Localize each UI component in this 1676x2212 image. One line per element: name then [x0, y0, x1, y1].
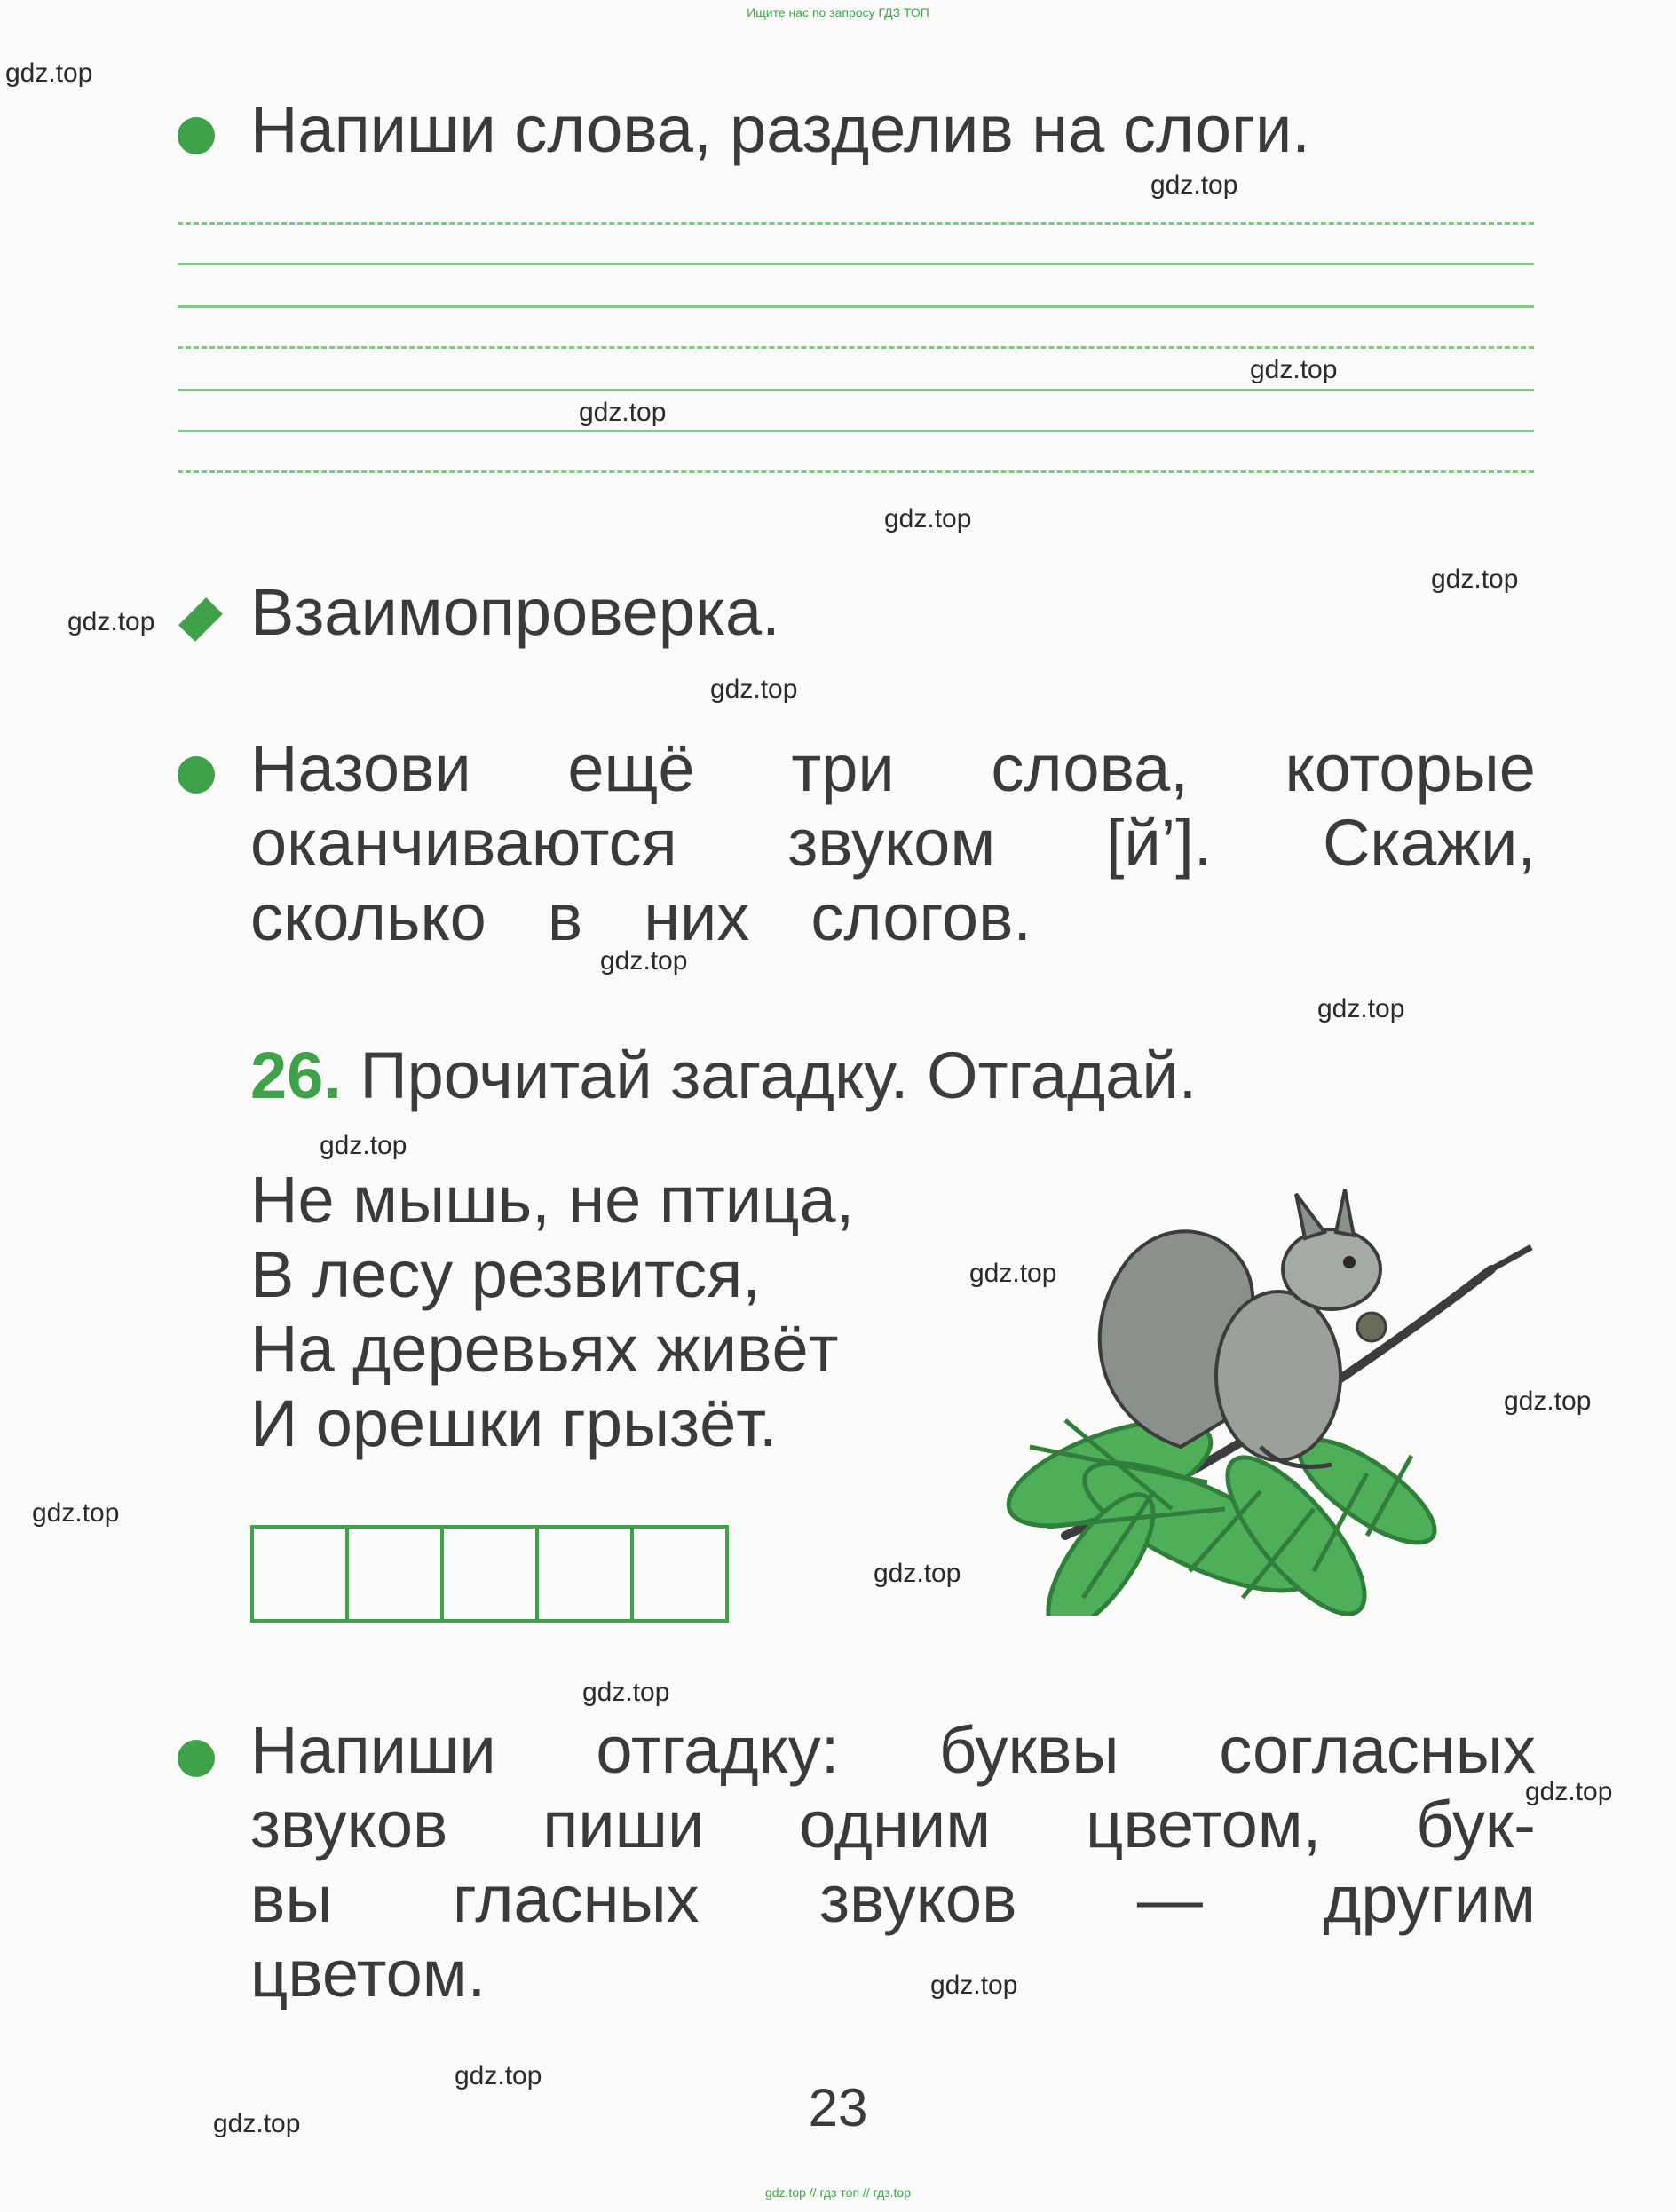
watermark: gdz.top	[874, 1559, 961, 1588]
riddle-line: В лесу резвится,	[250, 1237, 761, 1311]
bottom-banner: gdz.top // гдз топ // гдз.top	[764, 2185, 912, 2200]
writing-line-dashed	[178, 470, 1534, 473]
task-write-syllables: Напиши слова, разделив на слоги.	[250, 92, 1310, 166]
exercise-26-heading	[250, 1039, 1197, 1113]
writing-line-solid	[178, 389, 1534, 391]
watermark: gdz.top	[1504, 1386, 1592, 1416]
green-diamond-icon	[178, 597, 223, 642]
task-write-answer	[250, 1713, 1536, 2011]
top-banner: Ищите нас по запросу ГДЗ ТОП	[747, 5, 929, 20]
branch-tip	[1491, 1247, 1531, 1269]
text-line: оканчиваются звуком [й’]. Скажи,	[250, 806, 1536, 880]
riddle-line: И орешки грызёт.	[250, 1386, 778, 1460]
writing-line-solid	[178, 430, 1534, 432]
text-line: сколько в них слогов.	[250, 881, 1032, 954]
riddle-line: На деревьях живёт	[250, 1312, 839, 1386]
text-line: Назови ещё три слова, которые	[250, 731, 1536, 805]
text-line: Напиши отгадку: буквы согласных	[250, 1713, 1536, 1787]
squirrel-eye	[1343, 1256, 1356, 1268]
writing-line-dashed	[178, 346, 1534, 349]
watermark: gdz.top	[455, 2061, 542, 2090]
watermark: gdz.top	[1317, 994, 1405, 1023]
squirrel-illustration	[994, 1154, 1545, 1616]
watermark: gdz.top	[1150, 170, 1238, 200]
text-line: цветом.	[250, 1937, 486, 2011]
watermark: gdz.top	[579, 398, 667, 427]
writing-line-solid	[178, 263, 1534, 265]
answer-boxes[interactable]	[250, 1525, 729, 1623]
green-dot-icon	[178, 756, 215, 794]
task-peer-check: Взаимопроверка.	[250, 575, 780, 649]
nut	[1357, 1313, 1386, 1341]
watermark: gdz.top	[1250, 355, 1338, 384]
squirrel-body	[1216, 1292, 1340, 1460]
text-line: звуков пиши одним цветом, бук-	[250, 1788, 1536, 1861]
riddle-line: Не мышь, не птица,	[250, 1163, 855, 1236]
exercise-number: 26.	[250, 1039, 342, 1112]
watermark: gdz.top	[1525, 1777, 1613, 1806]
exercise-title: Прочитай загадку. Отгадай.	[360, 1039, 1198, 1112]
watermark: gdz.top	[582, 1678, 670, 1707]
text-line: вы гласных звуков — другим	[250, 1862, 1536, 1936]
writing-line-solid	[178, 305, 1534, 308]
watermark: gdz.top	[1431, 565, 1519, 594]
task-name-words	[250, 731, 1536, 955]
squirrel-head	[1283, 1229, 1380, 1309]
letter-box[interactable]	[535, 1525, 634, 1623]
watermark: gdz.top	[930, 1971, 1018, 2000]
green-dot-icon	[178, 117, 215, 154]
watermark: gdz.top	[213, 2109, 301, 2138]
watermark: gdz.top	[67, 607, 155, 636]
writing-line-dashed	[178, 222, 1534, 225]
watermark: gdz.top	[884, 504, 972, 533]
watermark: gdz.top	[32, 1498, 120, 1528]
watermark: gdz.top	[969, 1259, 1057, 1288]
letter-box[interactable]	[440, 1525, 539, 1623]
green-dot-icon	[178, 1740, 215, 1777]
letter-box[interactable]	[630, 1525, 729, 1623]
squirrel-ears	[1296, 1189, 1354, 1238]
watermark: gdz.top	[710, 675, 798, 704]
letter-box[interactable]	[250, 1525, 349, 1623]
watermark: gdz.top	[320, 1131, 407, 1160]
watermark: gdz.top	[5, 59, 93, 88]
fir-needles	[996, 1400, 1449, 1616]
letter-box[interactable]	[345, 1525, 444, 1623]
watermark: gdz.top	[600, 946, 688, 976]
page-number: 23	[808, 2078, 868, 2137]
